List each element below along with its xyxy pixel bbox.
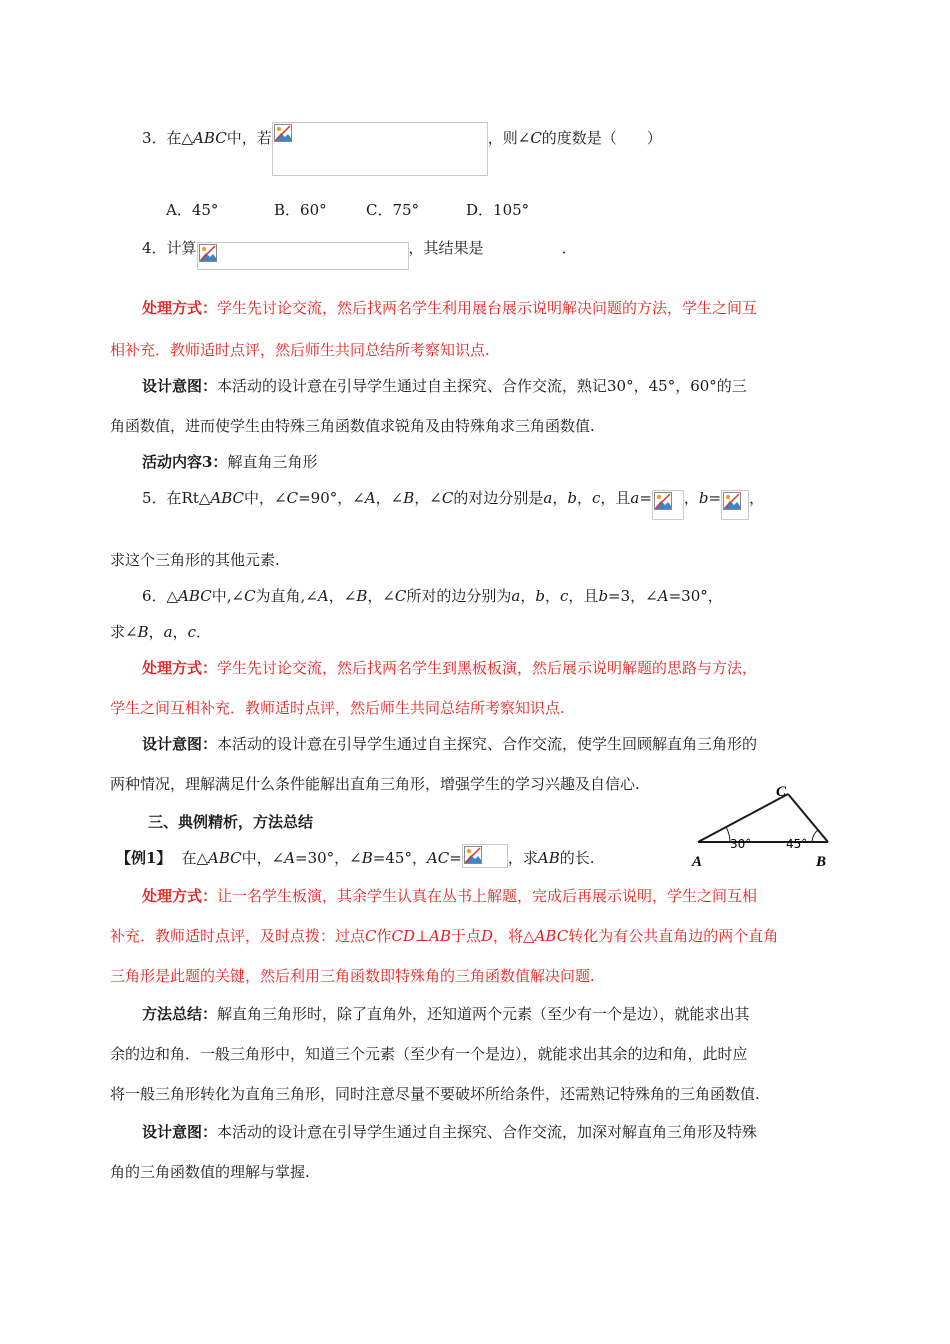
- example-1: 【例1】 在△ABC中，∠A=30°，∠B=45°，AC= ，求AB的长.: [116, 848, 856, 868]
- broken-image-icon: [197, 242, 409, 270]
- angle-b-label: 45°: [786, 837, 808, 851]
- method-3-line-1: 处理方式：让一名学生板演，其余学生认真在丛书上解题，完成后再展示说明，学生之间互相: [142, 887, 758, 905]
- summary-line-1: 方法总结：解直角三角形时，除了直角外，还知道两个元素（至少有一个是边），就能求出其: [142, 1005, 750, 1023]
- question-3: 3．在△ABC中，若 ，则∠C的度数是（ ）: [142, 128, 882, 176]
- angle-a-label: 30°: [730, 837, 752, 851]
- activity-3-heading: 活动内容3：解直角三角形: [142, 453, 318, 471]
- question-6: 6．△ABC中,∠C为直角,∠A，∠B，∠C所对的边分别为a，b，c，且b=3，∠A=30°，: [142, 587, 723, 605]
- label-c: C: [776, 786, 787, 800]
- question-4: 4．计算 ，其结果是 ．: [142, 238, 882, 270]
- label-a: A: [692, 854, 703, 870]
- design-1-line-1: 设计意图：本活动的设计意在引导学生通过自主探究、合作交流，熟记30°，45°，60°的三: [142, 377, 747, 395]
- method-3-line-3: 三角形是此题的关键，然后利用三角函数即特殊角的三角函数值解决问题.: [110, 967, 595, 985]
- label-b: B: [816, 854, 827, 870]
- question-5: 5．在Rt△ABC中，∠C=90°，∠A，∠B，∠C的对边分别是a，b，c，且a= ，b= ，: [142, 488, 882, 520]
- summary-line-3: 将一般三角形转化为直角三角形，同时注意尽量不要破坏所给条件，还需熟记特殊角的三角函数值.: [110, 1085, 760, 1103]
- angle-b-arc: [812, 830, 818, 842]
- summary-line-2: 余的边和角．一般三角形中，知道三个元素（至少有一个是边），就能求出其余的边和角，此时应: [110, 1045, 748, 1063]
- question-3-options: A．45° B．60° C．75° D．105°: [166, 201, 530, 219]
- method-1-line-1: 处理方式：学生先讨论交流，然后找两名学生利用展台展示说明解决问题的方法，学生之间互: [142, 299, 758, 317]
- design-1-line-2: 角函数值，进而使学生由特殊三角函数值求锐角及由特殊角求三角函数值.: [110, 417, 595, 435]
- design-3-line-1: 设计意图：本活动的设计意在引导学生通过自主探究、合作交流，加深对解直角三角形及特殊: [142, 1123, 758, 1141]
- broken-image-icon: [721, 490, 749, 520]
- design-2-line-2: 两种情况，理解满足什么条件能解出直角三角形，增强学生的学习兴趣及自信心.: [110, 775, 640, 793]
- section-3-heading: 三、典例精析，方法总结: [148, 813, 314, 831]
- side-ac: [698, 794, 788, 842]
- broken-image-icon: [652, 490, 684, 520]
- method-2-line-2: 学生之间互相补充．教师适时点评，然后师生共同总结所考察知识点.: [110, 699, 565, 717]
- question-6-line-2: 求∠B，a，c．: [110, 623, 212, 641]
- method-3-line-2: 补充．教师适时点评，及时点拨：过点C作CD⊥AB于点D，将△ABC转化为有公共直角边的两个直角: [110, 927, 779, 945]
- broken-image-icon: [462, 844, 508, 868]
- side-bc: [788, 794, 828, 842]
- broken-image-icon: [272, 122, 488, 176]
- question-5-line-2: 求这个三角形的其他元素.: [110, 551, 280, 569]
- method-2-line-1: 处理方式：学生先讨论交流，然后找两名学生到黑板板演，然后展示说明解题的思路与方法，: [142, 659, 758, 677]
- design-2-line-1: 设计意图：本活动的设计意在引导学生通过自主探究、合作交流，使学生回顾解直角三角形的: [142, 735, 758, 753]
- design-3-line-2: 角的三角函数值的理解与掌握.: [110, 1163, 310, 1181]
- triangle-figure: [688, 786, 838, 872]
- method-1-line-2: 相补充．教师适时点评，然后师生共同总结所考察知识点.: [110, 341, 490, 359]
